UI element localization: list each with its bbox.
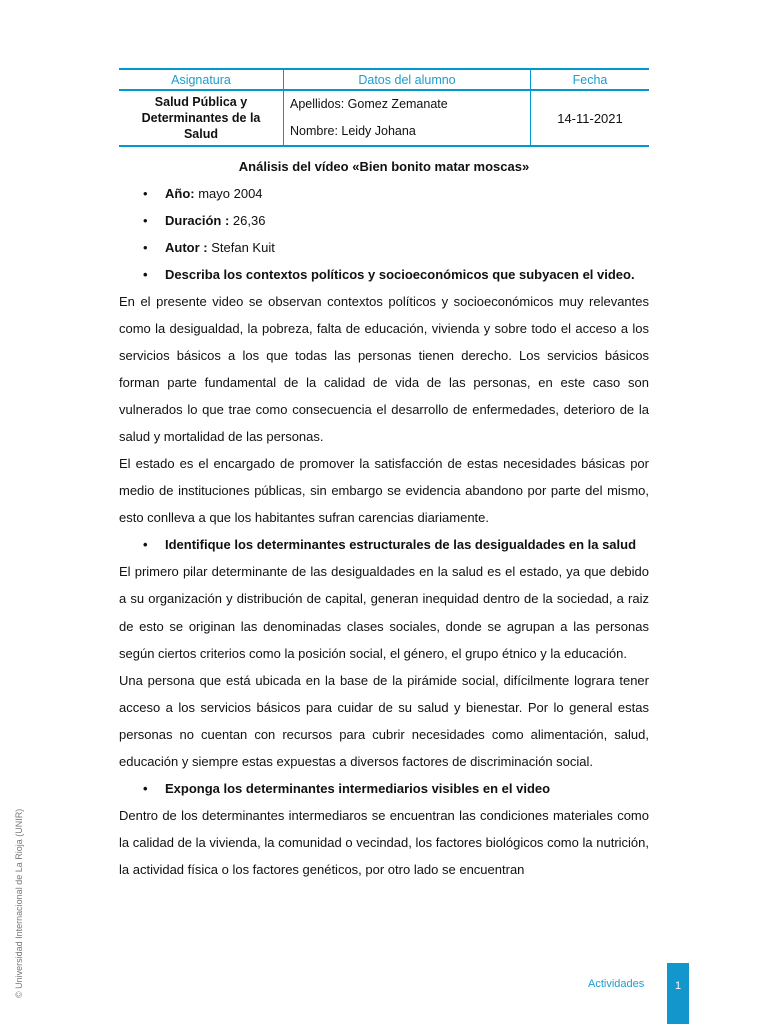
paragraph-3: El primero pilar determinante de las desigualdades en la salud es el estado, ya que debido a su organización y distribución de capital, generan inequidad dentro de la sociedad, a raiz de esto se originan las denominadas clases sociales, donde se agrupan a las personas según ciertos criterios como la posición social, el género, el grupo étnico y la educación. <box>119 564 649 661</box>
page-number: 1 <box>667 963 689 1024</box>
question-1-text: Describa los contextos políticos y socioeconómicos que subyacen el video. <box>165 267 635 282</box>
author-value: Stefan Kuit <box>207 240 275 255</box>
subject-cell <box>119 90 284 146</box>
header-col-date: Fecha <box>531 69 650 90</box>
question-2-text: Identifique los determinantes estructurales de las desigualdades en la salud <box>165 537 637 553</box>
duration-label: Duración : <box>165 213 230 228</box>
student-surname: Apellidos: Gomez Zemanate <box>290 97 448 111</box>
bullet-author <box>119 234 649 261</box>
question-3-text: Exponga los determinantes intermediarios visibles en el video <box>165 780 551 796</box>
year-label: Año: <box>165 186 195 201</box>
bullet-year <box>119 180 649 207</box>
paragraph-1: En el presente video se observan contextos políticos y socioeconómicos muy relevantes como la desigualdad, la pobreza, falta de educación, vivienda y sobre todo el acceso a los servicios básicos a los que todas las personas tienen derecho. Los servicios básicos forman parte fundamental de la calidad de vida de las personas, en este caso son vulnerados lo que trae como consecuencia el desarrollo de enfermedades, deterioro de la salud y mortalidad de las personas. <box>119 294 649 445</box>
paragraph-5: Dentro de los determinantes intermediaros se encuentran las condiciones materiales como la calidad de la vivienda, la comunidad o vecindad, los factores biológicos como la nutrición, la actividad física o los factores genéticos, por otro lado se encuentran <box>119 807 649 877</box>
header-col-student: Datos del alumno <box>284 69 531 90</box>
footer-section-label: Actividades <box>588 978 645 990</box>
bullet-icon: • <box>143 240 148 255</box>
student-cell <box>284 90 531 146</box>
question-2 <box>119 531 649 558</box>
duration-value: 26,36 <box>229 213 266 228</box>
bullet-icon: • <box>143 537 148 553</box>
question-1 <box>119 261 649 288</box>
question-3 <box>119 775 649 802</box>
document-body <box>119 154 649 883</box>
bullet-icon: • <box>143 186 148 201</box>
year-value: mayo 2004 <box>194 186 263 201</box>
header-col-subject: Asignatura <box>119 69 284 90</box>
bullet-icon: • <box>143 267 148 282</box>
student-name: Nombre: Leidy Johana <box>290 124 416 138</box>
header-table <box>119 68 649 147</box>
author-label: Autor : <box>165 240 208 255</box>
bullet-icon: • <box>143 780 148 796</box>
date-cell: 14-11-2021 <box>531 90 650 146</box>
subject-line: Salud Pública y <box>154 95 248 109</box>
subject-line: Salud <box>183 127 219 141</box>
bullet-duration <box>119 207 649 234</box>
copyright-notice: © Universidad Internacional de La Rioja (UNIR) <box>14 808 24 998</box>
paragraph-4: Una persona que está ubicada en la base de la pirámide social, difícilmente lograra tener acceso a los servicios básicos para cuidar de su salud y bienestar. Por lo general estas personas no cuentan con recursos para cubrir necesidades como alimentación, salud, educación y siempre estas expuestas a diversos factores de discriminación social. <box>119 672 649 769</box>
paragraph-2: El estado es el encargado de promover la satisfacción de estas necesidades básicas por medio de instituciones públicas, sin embargo se evidencia abandono por parte del mismo, esto conlleva a que los habitantes sufran carencias diariamente. <box>119 456 649 526</box>
bullet-icon: • <box>143 213 148 228</box>
document-title: Análisis del vídeo «Bien bonito matar moscas» <box>238 159 530 174</box>
subject-line: Determinantes de la <box>141 111 261 125</box>
